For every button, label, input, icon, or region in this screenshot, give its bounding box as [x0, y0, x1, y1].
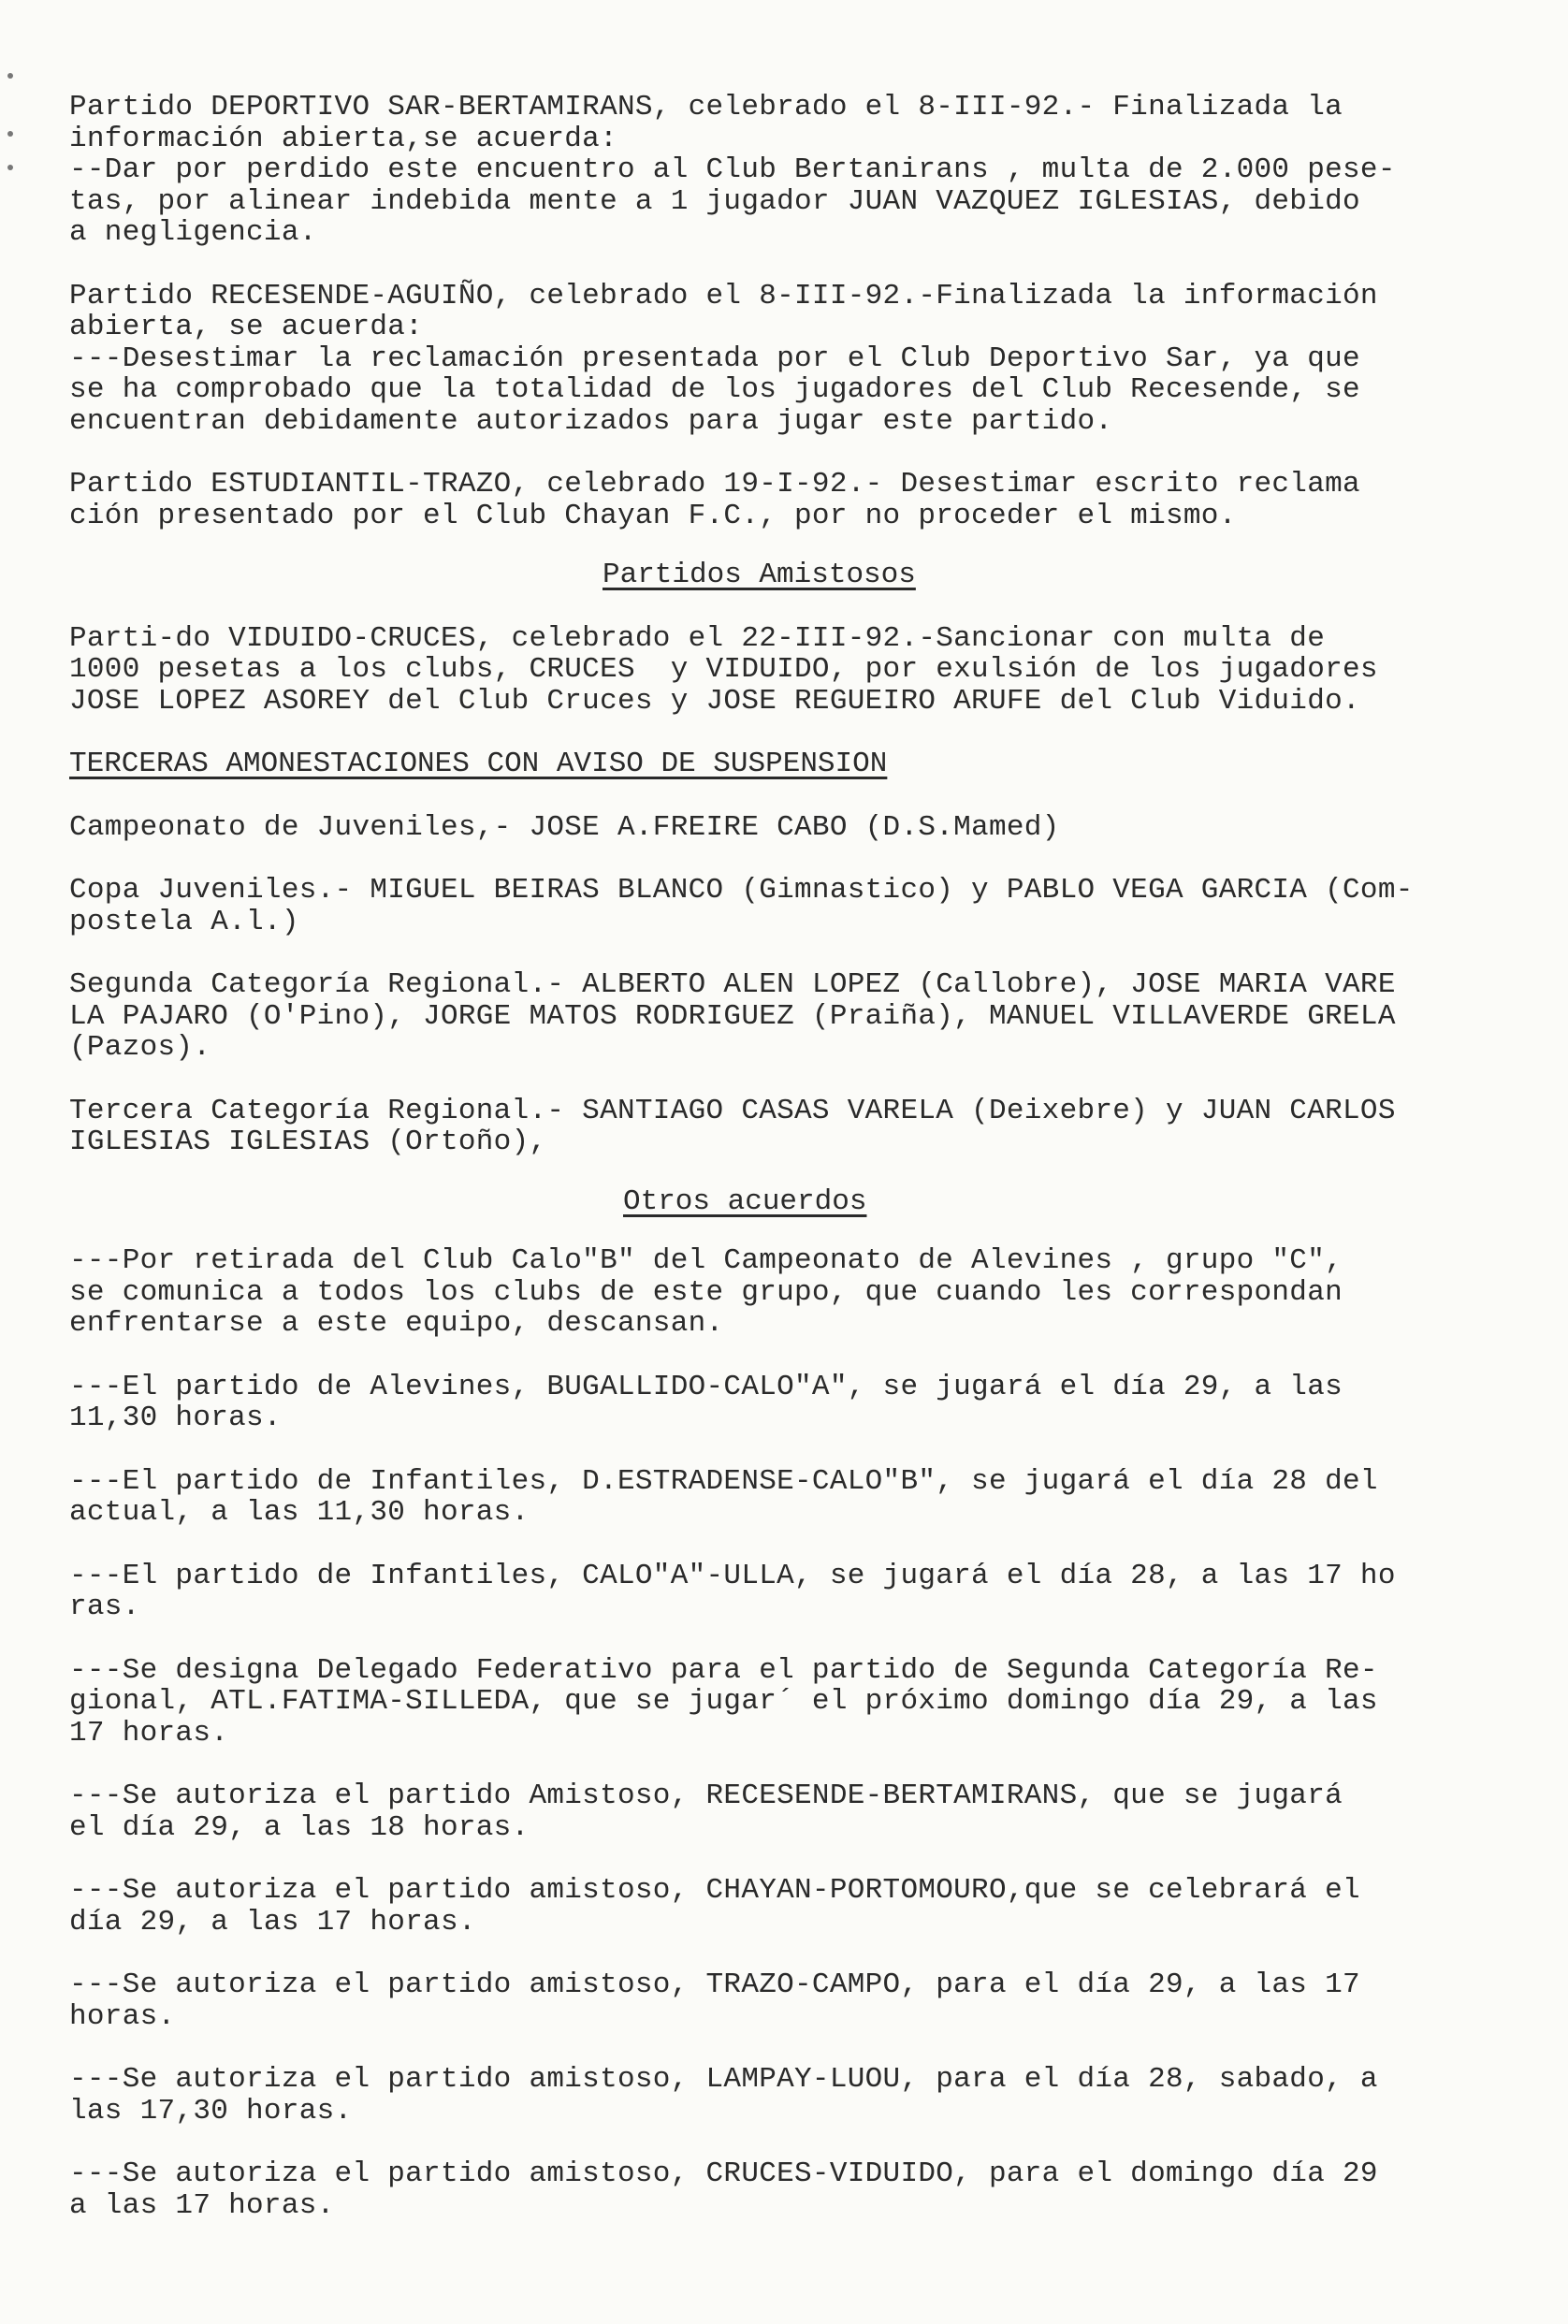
- paragraph-sar-bertamirans: Partido DEPORTIVO SAR-BERTAMIRANS, celebrado el 8-III-92.- Finalizada la información abierta,se acuerda: --Dar por perdido este encuentro al Club Bertanirans , multa de 2.000 pese- tas, por alinear indebida mente a 1 jugador JUAN VAZQUEZ IGLESIAS, debido a negligencia.: [69, 91, 1396, 249]
- acuerdo-item: ---El partido de Infantiles, D.ESTRADENSE-CALO"B", se jugará el día 28 del actual, a las 11,30 horas.: [69, 1464, 1378, 1529]
- acuerdo-item: ---Se autoriza el partido Amistoso, RECESENDE-BERTAMIRANS, que se jugará el día 29, a las 18 horas.: [69, 1779, 1343, 1844]
- paragraph-estudiantil-trazo: Partido ESTUDIANTIL-TRAZO, celebrado 19-I-92.- Desestimar escrito reclama ción presentado por el Club Chayan F.C., por no proceder el mismo.: [69, 468, 1360, 532]
- acuerdo-item: ---Se designa Delegado Federativo para el partido de Segunda Categoría Re- gional, ATL.FATIMA-SILLEDA, que se jugar´ el próximo domingo día 29, a las 17 horas.: [69, 1653, 1378, 1750]
- acuerdo-item: ---El partido de Infantiles, CALO"A"-ULLA, se jugará el día 28, a las 17 ho ras.: [69, 1559, 1396, 1623]
- heading-otros-acuerdos: Otros acuerdos: [623, 1184, 867, 1218]
- paragraph-viduido-cruces: Parti-do VIDUIDO-CRUCES, celebrado el 22-III-92.-Sancionar con multa de 1000 pesetas a los clubs, CRUCES y VIDUIDO, por exulsión de los jugadores JOSE LOPEZ ASOREY del Club Cruces y JOSE REGUEIRO ARUFE del Club Viduido.: [69, 621, 1378, 718]
- paragraph-recesende-aguino: Partido RECESENDE-AGUIÑO, celebrado el 8-III-92.-Finalizada la información abierta, se acuerda: ---Desestimar la reclamación presentada por el Club Deportivo Sar, ya que se ha comprobado que la totalidad de los jugadores del Club Recesende, se encuentran debidamente autorizados para jugar este partido.: [69, 279, 1378, 438]
- punch-hole-mark: [7, 73, 13, 79]
- acuerdo-item: ---Se autoriza el partido amistoso, CHAYAN-PORTOMOURO,que se celebrará el día 29, a las 17 horas.: [69, 1874, 1360, 1939]
- acuerdo-item: ---Se autoriza el partido amistoso, CRUCES-VIDUIDO, para el domingo día 29 a las 17 horas.: [69, 2157, 1378, 2222]
- punch-hole-mark: [7, 165, 13, 170]
- heading-partidos-amistosos: Partidos Amistosos: [603, 559, 916, 591]
- acuerdo-item: ---Se autoriza el partido amistoso, TRAZO-CAMPO, para el día 29, a las 17 horas.: [69, 1968, 1360, 2033]
- acuerdo-item: ---Se autoriza el partido amistoso, LAMPAY-LUOU, para el día 28, sabado, a las 17,30 horas.: [69, 2063, 1378, 2128]
- acuerdo-item: ---El partido de Alevines, BUGALLIDO-CALO"A", se jugará el día 29, a las 11,30 horas.: [69, 1370, 1343, 1434]
- amonestacion-tercera-categoria: Tercera Categoría Regional.- SANTIAGO CASAS VARELA (Deixebre) y JUAN CARLOS IGLESIAS IGLESIAS (Ortoño),: [69, 1094, 1396, 1158]
- acuerdo-item: ---Por retirada del Club Calo"B" del Campeonato de Alevines , grupo "C", se comunica a todos los clubs de este grupo, que cuando les correspondan enfrentarse a este equipo, descansan.: [69, 1244, 1343, 1340]
- punch-hole-mark: [7, 131, 13, 137]
- heading-terceras-amonestaciones: TERCERAS AMONESTACIONES CON AVISO DE SUSPENSION: [69, 748, 888, 780]
- amonestacion-segunda-categoria: Segunda Categoría Regional.- ALBERTO ALEN LOPEZ (Callobre), JOSE MARIA VARE LA PAJARO (O'Pino), JORGE MATOS RODRIGUEZ (Praiña), MANUEL VILLAVERDE GRELA (Pazos).: [69, 968, 1396, 1064]
- amonestacion-juveniles: Campeonato de Juveniles,- JOSE A.FREIRE CABO (D.S.Mamed): [69, 810, 1060, 844]
- amonestacion-copa-juveniles: Copa Juveniles.- MIGUEL BEIRAS BLANCO (Gimnastico) y PABLO VEGA GARCIA (Com- postela A.l.): [69, 874, 1414, 938]
